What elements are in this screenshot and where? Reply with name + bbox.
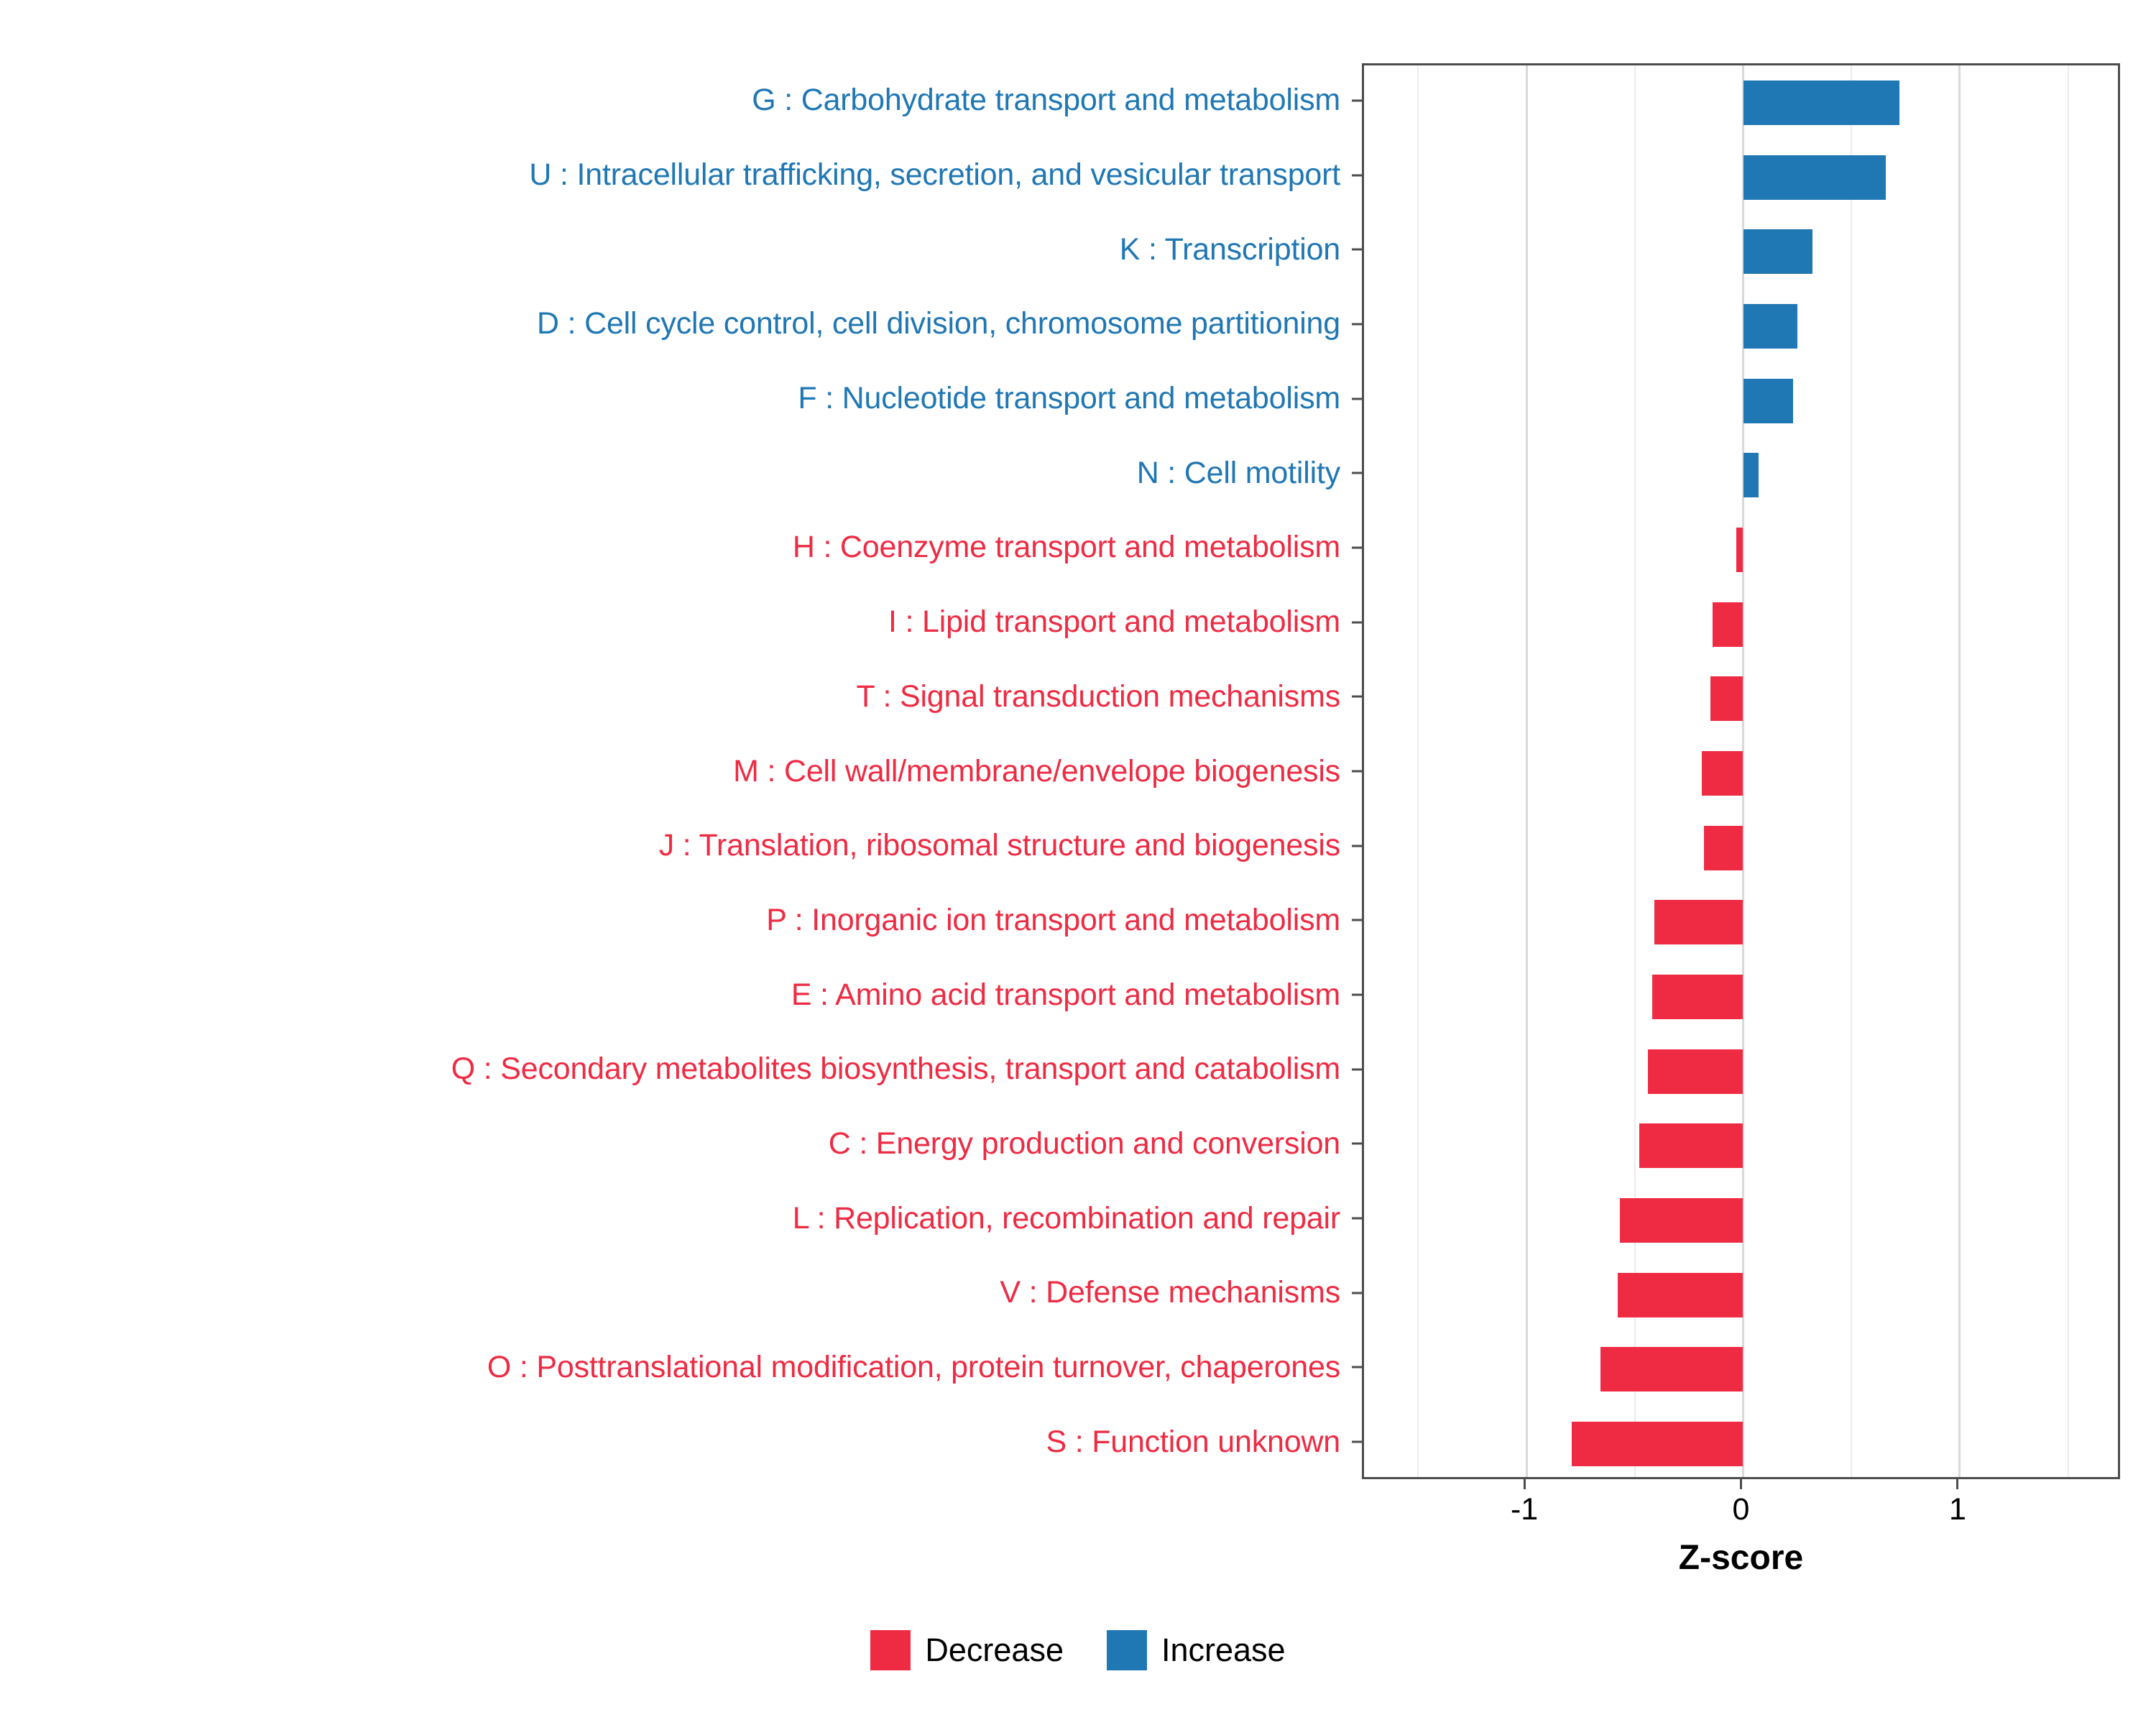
y-axis-label: E : Amino acid transport and metabolism <box>791 977 1340 1012</box>
legend-item-increase <box>1107 1630 1286 1670</box>
bar-T[interactable] <box>1710 676 1743 721</box>
bar-K[interactable] <box>1743 229 1812 274</box>
legend-label-increase: Increase <box>1161 1632 1286 1668</box>
y-axis-label: G : Carbohydrate transport and metabolism <box>752 83 1340 118</box>
x-axis-tick <box>1740 1479 1742 1489</box>
bar-S[interactable] <box>1572 1422 1743 1466</box>
y-axis-tick <box>1349 510 1362 585</box>
bar-D[interactable] <box>1743 304 1797 349</box>
y-axis-label: K : Transcription <box>1119 231 1340 267</box>
y-axis-tick <box>1349 1256 1362 1330</box>
bar-row <box>1364 736 2118 811</box>
y-axis-tick <box>1349 809 1362 883</box>
y-axis-tick <box>1349 1404 1362 1479</box>
bar-row <box>1364 65 2118 140</box>
y-axis-label: S : Function unknown <box>1046 1424 1340 1459</box>
y-axis-tick <box>1349 1330 1362 1405</box>
bar-row <box>1364 1333 2118 1407</box>
y-axis-label: Q : Secondary metabolites biosynthesis, transport and catabolism <box>451 1052 1340 1087</box>
bar-C[interactable] <box>1639 1123 1743 1168</box>
bar-row <box>1364 886 2118 960</box>
y-axis-tick <box>1349 957 1362 1032</box>
y-axis-tick <box>1349 212 1362 287</box>
y-axis-tick <box>1349 883 1362 958</box>
y-axis-tick <box>1349 1107 1362 1182</box>
bar-M[interactable] <box>1702 751 1743 796</box>
bar-row <box>1364 1258 2118 1333</box>
y-axis-labels <box>0 63 1362 1479</box>
y-axis-label: U : Intracellular trafficking, secretion, and vesicular transport <box>529 157 1340 193</box>
x-axis-tick-label: 1 <box>1948 1492 1966 1527</box>
y-axis-tick <box>1349 1032 1362 1107</box>
y-axis-label: V : Defense mechanisms <box>1000 1275 1340 1310</box>
legend <box>0 1630 2156 1670</box>
y-axis-label: O : Posttranslational modification, protein turnover, chaperones <box>487 1349 1340 1384</box>
y-axis-label: H : Coenzyme transport and metabolism <box>792 530 1340 565</box>
y-axis-label: I : Lipid transport and metabolism <box>888 604 1340 640</box>
legend-label-decrease: Decrease <box>925 1632 1064 1668</box>
bar-row <box>1364 1183 2118 1258</box>
bar-row <box>1364 1034 2118 1109</box>
y-axis-tick <box>1349 362 1362 436</box>
bar-P[interactable] <box>1654 900 1743 944</box>
bar-O[interactable] <box>1600 1347 1743 1392</box>
bar-row <box>1364 214 2118 289</box>
bar-N[interactable] <box>1743 453 1759 497</box>
bar-G[interactable] <box>1743 80 1899 125</box>
y-axis-tick <box>1349 659 1362 734</box>
y-axis-label: J : Translation, ribosomal structure and biogenesis <box>658 828 1340 863</box>
bar-I[interactable] <box>1713 602 1743 647</box>
bar-Q[interactable] <box>1648 1049 1743 1094</box>
y-axis-tick <box>1349 287 1362 362</box>
legend-item-decrease <box>870 1630 1064 1670</box>
y-axis-label: F : Nucleotide transport and metabolism <box>798 381 1340 416</box>
bar-row <box>1364 661 2118 736</box>
y-axis-label: N : Cell motility <box>1136 455 1340 490</box>
bar-row <box>1364 438 2118 512</box>
y-axis-tick <box>1349 138 1362 213</box>
bar-F[interactable] <box>1743 379 1793 423</box>
bar-row <box>1364 811 2118 886</box>
legend-swatch-increase <box>1107 1630 1147 1670</box>
x-axis-tick-label: 0 <box>1732 1492 1750 1527</box>
plot-area <box>1362 63 2120 1479</box>
y-axis-tick <box>1349 63 1362 138</box>
y-axis-label: P : Inorganic ion transport and metabolism <box>766 902 1340 937</box>
bar-row <box>1364 140 2118 215</box>
y-axis-label: L : Replication, recombination and repair <box>792 1200 1340 1236</box>
bar-row <box>1364 1109 2118 1184</box>
bar-row <box>1364 1407 2118 1479</box>
bar-row <box>1364 960 2118 1034</box>
y-axis-tick <box>1349 585 1362 660</box>
x-axis-tick-label: -1 <box>1510 1492 1539 1527</box>
y-axis-label: D : Cell cycle control, cell division, chromosome partitioning <box>537 306 1340 341</box>
y-axis-tick <box>1349 436 1362 510</box>
y-axis-label: T : Signal transduction mechanisms <box>856 678 1340 714</box>
legend-swatch-decrease <box>870 1630 911 1670</box>
y-axis-tick <box>1349 1181 1362 1256</box>
x-axis-title: Z-score <box>1678 1539 1804 1577</box>
x-axis-tick <box>1524 1479 1526 1489</box>
x-axis <box>1362 1479 2120 1544</box>
y-axis-label: M : Cell wall/membrane/envelope biogenesis <box>733 753 1340 788</box>
bar-U[interactable] <box>1743 155 1886 200</box>
y-axis-label: C : Energy production and conversion <box>828 1126 1340 1161</box>
bar-J[interactable] <box>1704 826 1743 870</box>
bar-E[interactable] <box>1652 975 1743 1019</box>
bar-row <box>1364 587 2118 662</box>
bar-H[interactable] <box>1736 528 1743 572</box>
bar-row <box>1364 289 2118 364</box>
x-axis-tick <box>1956 1479 1958 1489</box>
bar-V[interactable] <box>1618 1273 1743 1317</box>
bar-L[interactable] <box>1620 1198 1743 1243</box>
bar-row <box>1364 512 2118 587</box>
bar-row <box>1364 364 2118 438</box>
y-axis-tick <box>1349 734 1362 809</box>
